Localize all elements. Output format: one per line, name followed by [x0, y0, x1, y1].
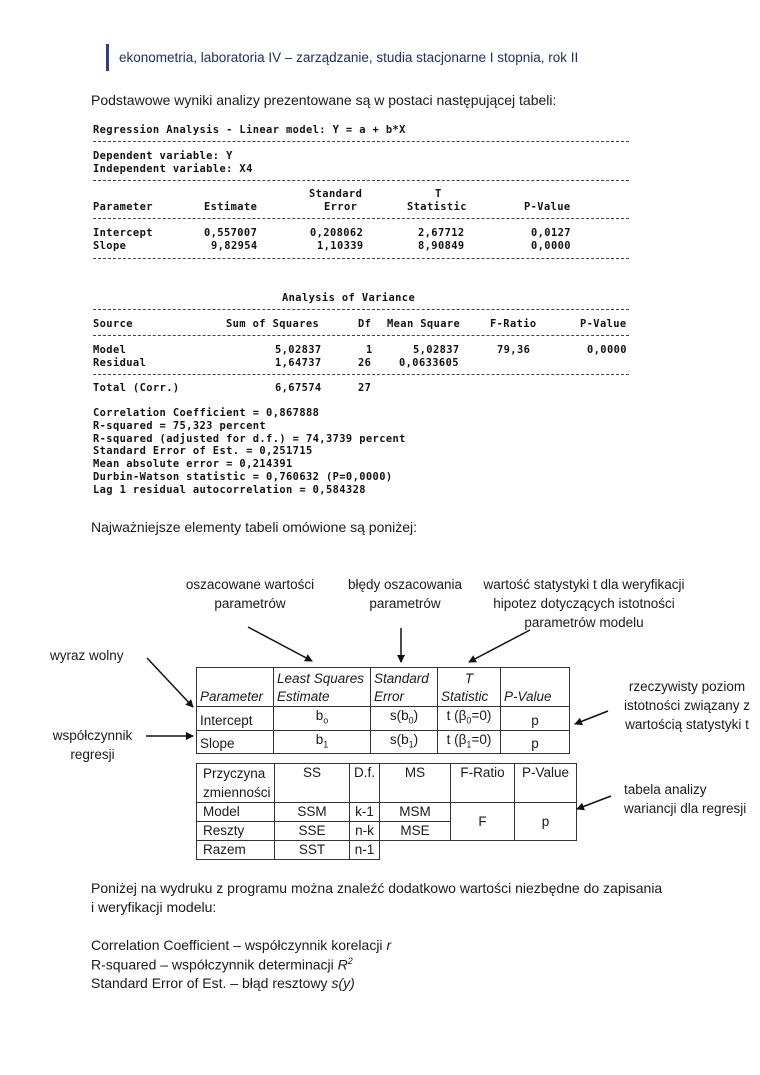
f-ratio: 79,36: [497, 344, 531, 356]
header-ss: SS: [275, 764, 350, 803]
cell-ms: MSE: [380, 822, 451, 841]
dependent-variable: Dependent variable: Y: [93, 150, 233, 162]
annotation-estimates: [170, 575, 330, 613]
header-estimate: Estimate: [204, 201, 258, 213]
cell-std-error: [371, 730, 438, 754]
std-error: 0,208062: [310, 227, 364, 239]
subscript: 1: [323, 739, 329, 750]
cell-df: n-1: [350, 841, 380, 860]
definition-term: R-squared – współczynnik determinacji: [91, 956, 338, 973]
label-line: parametrów: [369, 596, 441, 611]
ms: 0,0633605: [399, 357, 459, 369]
label-line: błędy oszacowania: [347, 577, 463, 592]
ss: 1,64737: [275, 357, 322, 369]
header-error: Error: [324, 201, 358, 213]
stat-line: Mean absolute error = 0,214391: [93, 458, 293, 471]
annotation-anova: [624, 780, 746, 818]
header-p-value: P-Value: [501, 668, 570, 707]
ms: 5,02837: [413, 344, 460, 356]
definition-symbol: r: [386, 937, 392, 953]
independent-variable: Independent variable: X4: [93, 163, 253, 175]
header-parameter: Parameter: [93, 201, 153, 213]
definition-term: Correlation Coefficient – współczynnik korelacji: [91, 937, 387, 953]
header-source: Source: [93, 318, 133, 330]
arrow-anova: [577, 796, 611, 809]
arrow-p-value: [575, 711, 608, 724]
cell-parameter: Intercept: [197, 707, 274, 731]
header-estimate: [274, 668, 371, 707]
annotation-errors: [340, 575, 470, 613]
header-mean-square: Mean Square: [387, 318, 461, 330]
header-source: Przyczyna zmienności: [197, 764, 275, 803]
subscript: 1: [466, 739, 472, 750]
source: Model: [93, 344, 127, 356]
header-line: Least Squares: [277, 671, 365, 686]
source: Residual: [93, 357, 147, 369]
symbol-end: ): [413, 708, 419, 723]
table-row: [197, 841, 577, 860]
cell-ss: SST: [275, 841, 350, 860]
summary-stats: [93, 407, 406, 497]
label-line: oszacowane wartości: [185, 577, 315, 592]
cell-source: Model: [197, 803, 275, 822]
annotation-t-stat: [468, 575, 700, 632]
header-line: Standard: [374, 671, 429, 686]
divider: [93, 180, 629, 181]
cell-p: p: [501, 707, 570, 731]
arrow-t-stat: [469, 630, 530, 662]
stat-line: R-squared = 75,323 percent: [93, 419, 267, 432]
symbol: s(b: [389, 731, 409, 747]
label-line: wartością statystyki t: [625, 717, 749, 732]
divider: [93, 374, 629, 375]
header-line: T: [464, 671, 474, 686]
divider: [93, 309, 629, 310]
cell-ss: SSE: [275, 822, 350, 841]
table-row: [197, 730, 570, 754]
cell-estimate: [274, 707, 371, 731]
label-line: regresji: [70, 747, 115, 762]
definition-symbol: R: [337, 956, 348, 973]
definition: [91, 975, 355, 991]
closing-line-1: Poniżej na wydruku z programu można znaleźć dodatkowo wartości niezbędne do zapisania: [91, 880, 663, 896]
header-df: Df: [358, 318, 372, 330]
p-value: 0,0127: [531, 227, 571, 239]
annotation-slope: [45, 726, 140, 764]
estimate: 9,82954: [211, 240, 258, 252]
divider: [93, 141, 629, 142]
header-df: D.f.: [350, 764, 380, 803]
parameter: Intercept: [93, 227, 153, 239]
symbol: t (β: [446, 708, 467, 723]
symbol: b: [315, 708, 324, 723]
header-parameter: Parameter: [197, 668, 274, 707]
divider: [93, 335, 629, 336]
header-line: Estimate: [277, 689, 330, 704]
table-header-row: [197, 764, 577, 803]
empty-cell: [380, 841, 577, 860]
symbol: t (β: [446, 731, 467, 747]
estimate: 0,557007: [204, 227, 258, 239]
table-row: [197, 707, 570, 731]
header-accent-bar: [106, 44, 109, 71]
df: 1: [366, 344, 373, 356]
divider: [93, 218, 629, 219]
stat-line: Standard Error of Est. = 0,251715: [93, 445, 313, 458]
cell-ms: MSM: [380, 803, 451, 822]
symbol-end: ): [413, 731, 419, 747]
cell-p: p: [515, 803, 577, 841]
running-title: ekonometria, laboratoria IV – zarządzanie, studia stacjonarne I stopnia, rok II: [119, 50, 579, 65]
definition-superscript: 2: [347, 956, 353, 966]
p-value: 0,0000: [587, 344, 627, 356]
divider: [93, 258, 629, 259]
arrow-intercept: [147, 658, 193, 707]
arrow-estimates: [248, 627, 312, 661]
std-error: 1,10339: [317, 240, 364, 252]
header-p-value: P-Value: [524, 201, 571, 213]
cell-df: k-1: [350, 803, 380, 822]
discussion-intro: Najważniejsze elementy tabeli omówione są poniżej:: [91, 519, 418, 535]
anova-schema-table: [196, 763, 577, 860]
stat-line: R-squared (adjusted for d.f.) = 74,3739 percent: [93, 432, 406, 445]
cell-t: [438, 707, 501, 731]
cell-t: [438, 730, 501, 754]
header-f-ratio: F-Ratio: [490, 318, 537, 330]
intro-paragraph: Podstawowe wyniki analizy prezentowane są w postaci następującej tabeli:: [91, 92, 557, 108]
cell-f: F: [451, 803, 515, 841]
label-line: parametrów modelu: [524, 615, 644, 630]
cell-source: Razem: [197, 841, 275, 860]
table-header-row: [197, 668, 570, 707]
header-p-value: P-Value: [515, 764, 577, 803]
stat-line: Lag 1 residual autocorrelation = 0,584328: [93, 483, 366, 496]
df: 27: [358, 382, 372, 394]
cell-p: p: [501, 730, 570, 754]
df: 26: [358, 357, 372, 369]
subscript: 1: [408, 739, 414, 750]
header-standard: Standard: [309, 188, 363, 200]
definition-term: Standard Error of Est. – błąd resztowy: [91, 975, 332, 991]
header-std-error: [371, 668, 438, 707]
label-line: rzeczywisty poziom: [628, 679, 746, 694]
header-f-ratio: F-Ratio: [451, 764, 515, 803]
cell-df: n-k: [350, 822, 380, 841]
subscript: 0: [466, 715, 472, 726]
ss: 6,67574: [275, 382, 322, 394]
label-line: parametrów: [214, 596, 286, 611]
source: Total (Corr.): [93, 382, 180, 394]
header-t-statistic: [438, 668, 501, 707]
anova-title: Analysis of Variance: [282, 292, 416, 304]
definition-symbol: s(y): [331, 975, 355, 991]
label-line: współczynnik: [52, 728, 133, 743]
stat-line: Durbin-Watson statistic = 0,760632 (P=0,0000): [93, 470, 393, 483]
header-statistic: Statistic: [407, 201, 467, 213]
subscript: o: [323, 715, 329, 726]
symbol: b: [315, 731, 324, 747]
symbol-end: =0): [471, 708, 492, 723]
table-row: [197, 803, 577, 822]
ss: 5,02837: [275, 344, 322, 356]
annotation-intercept: wyraz wolny: [50, 648, 124, 663]
cell-parameter: Slope: [197, 730, 274, 754]
p-value: 0,0000: [531, 240, 571, 252]
parameter-schema-table: [196, 667, 570, 754]
definition: [91, 956, 353, 973]
header-p-value: P-Value: [580, 318, 627, 330]
symbol-end: =0): [471, 731, 492, 747]
definition: [91, 937, 391, 953]
annotation-p-value: [612, 677, 760, 734]
header-sum-of-squares: Sum of Squares: [226, 318, 320, 330]
closing-line-2: i weryfikacji modelu:: [91, 899, 217, 915]
header-ms: MS: [380, 764, 451, 803]
label-line: wariancji dla regresji: [624, 801, 747, 816]
cell-std-error: [371, 707, 438, 731]
header-line: Statistic: [441, 689, 489, 704]
cell-estimate: [274, 730, 371, 754]
cell-source: Reszty: [197, 822, 275, 841]
label-line: tabela analizy: [624, 782, 707, 797]
subscript: 0: [408, 715, 414, 726]
header-t: T: [435, 188, 442, 200]
cell-ss: SSM: [275, 803, 350, 822]
label-line: wartość statystyki t dla weryfikacji: [483, 577, 685, 592]
regression-title: Regression Analysis - Linear model: Y = a + b*X: [93, 124, 406, 136]
t-statistic: 2,67712: [418, 227, 465, 239]
header-line: Error: [374, 689, 404, 704]
symbol: s(b: [389, 708, 409, 723]
parameter: Slope: [93, 240, 127, 252]
stat-line: Correlation Coefficient = 0,867888: [93, 407, 320, 419]
t-statistic: 8,90849: [418, 240, 465, 252]
label-line: istotności związany z: [623, 698, 751, 713]
label-line: hipotez dotyczących istotności: [493, 596, 675, 611]
